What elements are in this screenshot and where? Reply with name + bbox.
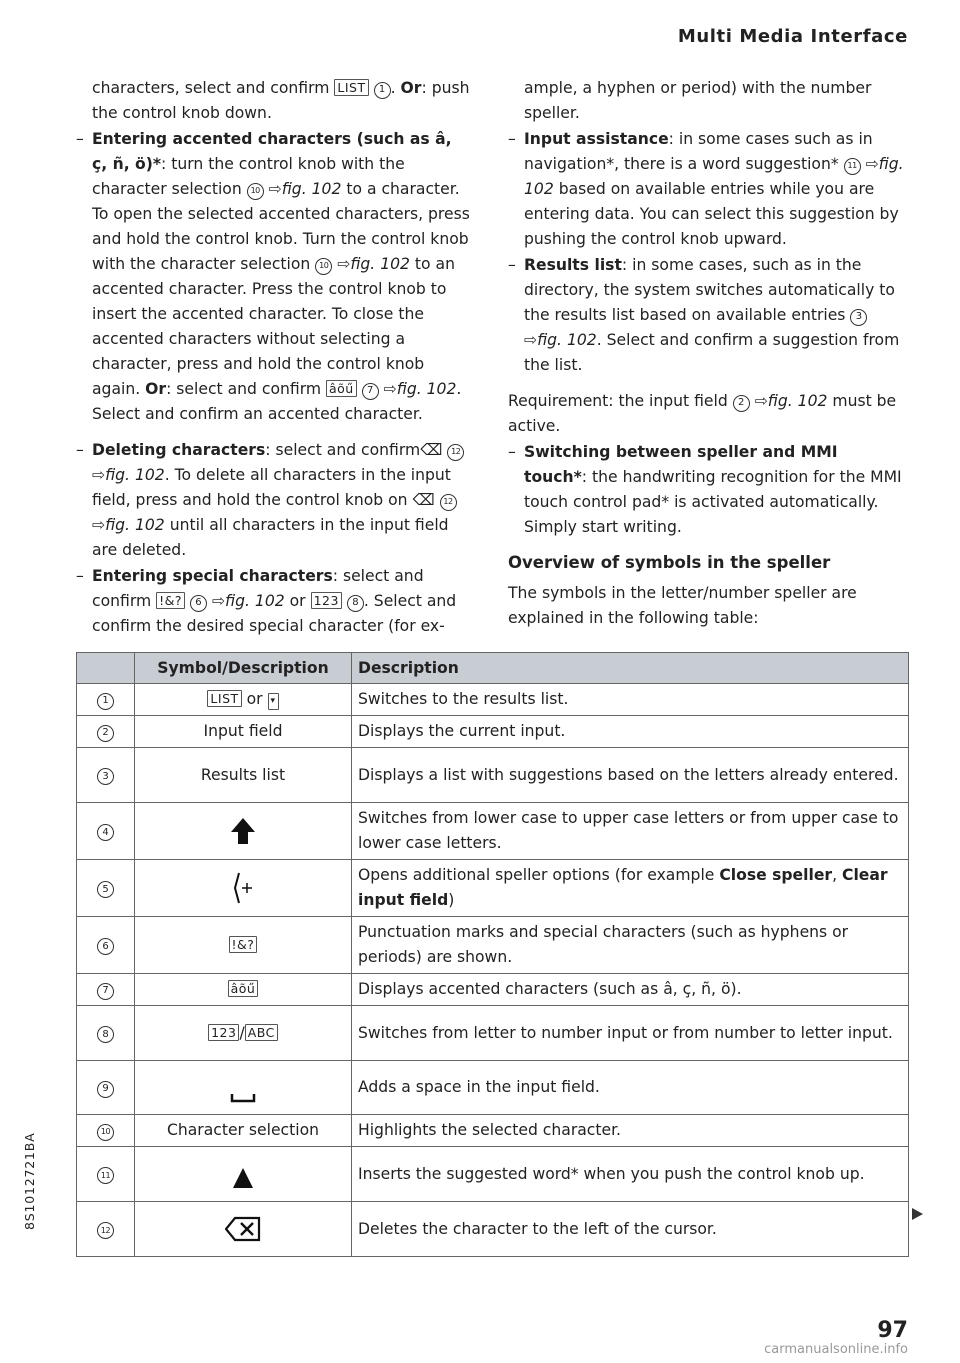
bullet-title: Entering special characters bbox=[92, 567, 333, 585]
bullet-accented-characters bbox=[76, 127, 470, 427]
backspace-icon: ⌫ bbox=[412, 491, 435, 509]
text: based on available entries while you are entering data. You can select this suggestion by pushing the control knob upward. bbox=[524, 180, 899, 248]
description-cell: Switches from lower case to upper case letters or from upper case to lower case letters. bbox=[352, 803, 909, 860]
callout-12: 12 bbox=[97, 1222, 114, 1239]
row-number-cell bbox=[77, 1202, 135, 1257]
callout-12: 12 bbox=[447, 444, 464, 461]
row-number-cell bbox=[77, 974, 135, 1006]
row-number-cell bbox=[77, 1115, 135, 1147]
row-number-cell bbox=[77, 917, 135, 974]
arrow-right-icon: ⇨ bbox=[92, 516, 106, 534]
figure-ref: fig. 102 bbox=[350, 255, 410, 273]
arrow-right-icon: ⇨ bbox=[524, 331, 538, 349]
table-row bbox=[77, 716, 909, 748]
symbol-cell bbox=[135, 1202, 352, 1257]
backspace-icon: ⌫ bbox=[420, 441, 443, 459]
left-column bbox=[76, 76, 470, 639]
arrow-right-icon: ⇨ bbox=[865, 155, 879, 173]
figure-ref: fig. 102 bbox=[105, 466, 165, 484]
or-label: Or bbox=[400, 79, 422, 97]
watermark: carmanualsonline.info bbox=[764, 1342, 908, 1357]
callout-9: 9 bbox=[97, 1081, 114, 1098]
text: . bbox=[390, 79, 401, 97]
text: ) bbox=[448, 891, 455, 909]
list-key: LIST bbox=[334, 79, 368, 96]
symbol-table bbox=[76, 652, 909, 1257]
callout-3: 3 bbox=[850, 309, 867, 326]
text: , there is a word suggestion bbox=[614, 155, 831, 173]
callout-11: 11 bbox=[97, 1167, 114, 1184]
list-key: LIST bbox=[207, 690, 241, 707]
bullet-title: Switching between speller and MMI touch bbox=[524, 443, 838, 486]
table-row bbox=[77, 974, 909, 1006]
callout-10: 10 bbox=[247, 183, 264, 200]
text: : turn the control knob with the character selection bbox=[92, 155, 405, 198]
separator: / bbox=[239, 1023, 245, 1042]
bullet-deleting-characters bbox=[76, 438, 470, 563]
special-key: !&? bbox=[229, 936, 258, 953]
bullet-title: Deleting characters bbox=[92, 441, 266, 459]
text: . To delete all characters in the input field, press and hold the control knob on bbox=[92, 466, 451, 509]
symbol-cell bbox=[135, 860, 352, 917]
description-cell: Deletes the character to the left of the cursor. bbox=[352, 1202, 909, 1257]
figure-ref: fig. 102 bbox=[225, 592, 285, 610]
callout-4: 4 bbox=[97, 824, 114, 841]
section-heading: Overview of symbols in the speller bbox=[508, 553, 831, 572]
arrow-right-icon: ⇨ bbox=[211, 592, 226, 610]
row-number-cell bbox=[77, 803, 135, 860]
table-row bbox=[77, 1061, 909, 1115]
bullet-results-list bbox=[508, 253, 906, 378]
table-header-description: Description bbox=[352, 653, 909, 684]
asterisk: * bbox=[152, 155, 162, 173]
text: Requirement: the input field bbox=[508, 392, 733, 410]
callout-2: 2 bbox=[97, 725, 114, 742]
symbol-cell: Results list bbox=[135, 748, 352, 803]
arrow-right-icon: ⇨ bbox=[268, 180, 282, 198]
continue-arrow-icon bbox=[912, 1208, 923, 1220]
arrow-right-icon: ⇨ bbox=[754, 392, 768, 410]
callout-6: 6 bbox=[190, 595, 207, 612]
text: : select and confirm bbox=[265, 441, 421, 459]
callout-1: 1 bbox=[97, 693, 114, 710]
row-number-cell bbox=[77, 860, 135, 917]
callout-11: 11 bbox=[844, 158, 861, 175]
callout-8: 8 bbox=[97, 1026, 114, 1043]
arrow-right-icon: ⇨ bbox=[383, 380, 397, 398]
page-number: 97 bbox=[877, 1318, 908, 1343]
backspace-icon bbox=[225, 1216, 261, 1242]
table-row bbox=[77, 748, 909, 803]
callout-2: 2 bbox=[733, 395, 750, 412]
text: . Select and confirm an accented character. bbox=[92, 380, 462, 423]
bold-term: Close speller bbox=[719, 866, 833, 884]
description-cell: Displays the current input. bbox=[352, 716, 909, 748]
number-key: 123 bbox=[208, 1024, 239, 1041]
text: or bbox=[284, 592, 311, 610]
row-number-cell bbox=[77, 716, 135, 748]
table-row bbox=[77, 1006, 909, 1061]
symbol-cell bbox=[135, 1006, 352, 1061]
text: , bbox=[832, 866, 843, 884]
callout-7: 7 bbox=[97, 983, 114, 1000]
callout-7: 7 bbox=[362, 383, 379, 400]
description-cell: Highlights the selected character. bbox=[352, 1115, 909, 1147]
document-code: 8S1012721BA bbox=[22, 1132, 37, 1230]
callout-10: 10 bbox=[97, 1124, 114, 1141]
bold-term: Clear input field bbox=[358, 866, 888, 909]
text: or bbox=[246, 690, 263, 708]
table-row bbox=[77, 803, 909, 860]
symbol-cell bbox=[135, 803, 352, 860]
table-header-row bbox=[77, 653, 909, 684]
figure-ref: fig. 102 bbox=[105, 516, 165, 534]
accent-key: âõű bbox=[228, 980, 259, 997]
row-number-cell bbox=[77, 684, 135, 716]
symbol-cell bbox=[135, 974, 352, 1006]
arrow-right-icon: ⇨ bbox=[92, 466, 106, 484]
text: characters, select and confirm bbox=[92, 79, 335, 97]
callout-10: 10 bbox=[315, 258, 332, 275]
table-row bbox=[77, 860, 909, 917]
text: . Select and confirm a suggestion from the list. bbox=[524, 331, 900, 374]
letter-key: ABC bbox=[245, 1024, 278, 1041]
text: the handwriting recognition for the MMI touch control pad bbox=[524, 468, 902, 511]
description-cell: Displays a list with suggestions based on the letters already entered. bbox=[352, 748, 909, 803]
callout-1: 1 bbox=[374, 82, 391, 99]
text: until all characters in the input field are deleted. bbox=[92, 516, 449, 559]
special-key: !&? bbox=[156, 592, 185, 609]
callout-3: 3 bbox=[97, 768, 114, 785]
row-number-cell bbox=[77, 748, 135, 803]
requirement-paragraph bbox=[508, 389, 906, 439]
text: . Select and confirm the desired special character (for ex- bbox=[92, 592, 457, 635]
arrow-right-icon: ⇨ bbox=[337, 255, 351, 273]
table-row bbox=[77, 1147, 909, 1202]
bullet-title: Input assistance bbox=[524, 130, 669, 148]
text: Opens additional speller options (for example bbox=[358, 866, 720, 884]
asterisk: * bbox=[661, 493, 670, 511]
or-label: Or bbox=[145, 380, 167, 398]
table-header-number bbox=[77, 653, 135, 684]
text: must be active. bbox=[508, 392, 897, 435]
triangle-up-icon bbox=[232, 1167, 254, 1189]
figure-ref: fig. 102 bbox=[524, 155, 904, 198]
text: to a character. To open the selected accented characters, press and hold the control knob. Turn the control knob with the character selection bbox=[92, 180, 470, 273]
text: : select and confirm bbox=[92, 567, 424, 610]
callout-6: 6 bbox=[97, 938, 114, 955]
callout-8: 8 bbox=[347, 595, 364, 612]
table-row bbox=[77, 1202, 909, 1257]
shift-arrow-icon bbox=[230, 817, 256, 845]
symbol-cell bbox=[135, 917, 352, 974]
text: is activated automatically. Simply start writing. bbox=[524, 493, 879, 536]
row-number-cell bbox=[77, 1147, 135, 1202]
paragraph-continued bbox=[76, 76, 470, 126]
description-cell bbox=[352, 860, 909, 917]
table-row bbox=[77, 684, 909, 716]
description-cell: Displays accented characters (such as â, ç, ñ, ö). bbox=[352, 974, 909, 1006]
text: to an accented character. Press the control knob to insert the accented character. To close the accented characters without selecting a character, press and hold the control knob again. bbox=[92, 255, 455, 398]
asterisk: * bbox=[606, 155, 615, 173]
table-intro: The symbols in the letter/number speller are explained in the following table: bbox=[508, 584, 857, 627]
figure-ref: fig. 102 bbox=[537, 331, 597, 349]
text: : in some cases such as in navigation bbox=[524, 130, 873, 173]
row-number-cell bbox=[77, 1006, 135, 1061]
symbol-cell bbox=[135, 1147, 352, 1202]
bullet-title: Results list bbox=[524, 256, 622, 274]
text: : in some cases, such as in the directory, the system switches automatically to the results list based on available entries bbox=[524, 256, 895, 324]
symbol-cell bbox=[135, 684, 352, 716]
description-cell: Switches from letter to number input or from number to letter input. bbox=[352, 1006, 909, 1061]
down-box-icon: ▾ bbox=[268, 693, 279, 710]
paragraph-continued: ample, a hyphen or period) with the number speller. bbox=[524, 79, 872, 122]
symbol-cell: Character selection bbox=[135, 1115, 352, 1147]
callout-5: 5 bbox=[97, 881, 114, 898]
right-column bbox=[508, 76, 906, 631]
figure-ref: fig. 102 bbox=[396, 380, 457, 398]
callout-12: 12 bbox=[440, 494, 457, 511]
table-row bbox=[77, 1115, 909, 1147]
description-cell: Inserts the suggested word* when you push the control knob up. bbox=[352, 1147, 909, 1202]
symbol-cell: Input field bbox=[135, 716, 352, 748]
asterisk: * bbox=[830, 155, 839, 173]
table-row bbox=[77, 917, 909, 974]
description-cell: Switches to the results list. bbox=[352, 684, 909, 716]
speller-options-icon bbox=[231, 871, 255, 905]
running-header: Multi Media Interface bbox=[677, 26, 908, 47]
row-number-cell bbox=[77, 1061, 135, 1115]
symbol-cell bbox=[135, 1061, 352, 1115]
description-cell: Punctuation marks and special characters (such as hyphens or periods) are shown. bbox=[352, 917, 909, 974]
text: : select and confirm bbox=[166, 380, 326, 398]
text: push the control knob down. bbox=[92, 79, 470, 122]
table-header-symbol: Symbol/Description bbox=[135, 653, 352, 684]
figure-ref: fig. 102 bbox=[767, 392, 828, 410]
asterisk: * bbox=[573, 468, 582, 486]
description-cell: Adds a space in the input field. bbox=[352, 1061, 909, 1115]
bullet-special-characters bbox=[76, 564, 470, 639]
space-icon bbox=[230, 1084, 256, 1104]
number-key: 123 bbox=[311, 592, 342, 609]
accent-key: âõű bbox=[326, 380, 357, 397]
text: : bbox=[581, 468, 588, 486]
bullet-title: Entering accented characters (such as â, ç, ñ, ö) bbox=[92, 130, 452, 173]
bullet-switching-speller bbox=[508, 440, 906, 540]
text: : bbox=[421, 79, 427, 97]
figure-ref: fig. 102 bbox=[281, 180, 342, 198]
bullet-input-assistance bbox=[508, 127, 906, 252]
